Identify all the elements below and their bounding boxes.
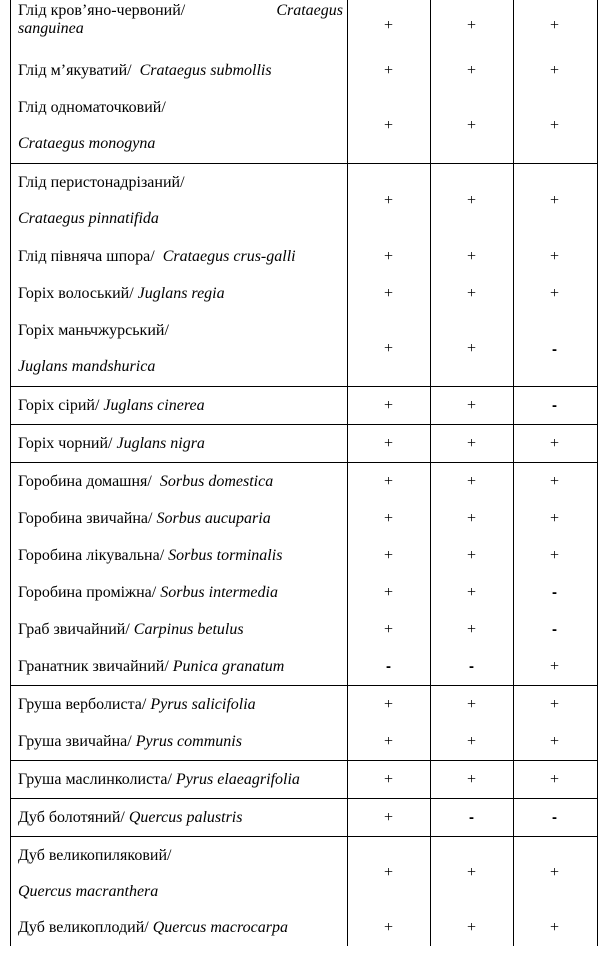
presence-mark: + <box>466 472 477 490</box>
table-row <box>10 574 598 611</box>
presence-mark: + <box>383 61 394 79</box>
row-group <box>10 463 598 686</box>
presence-mark: + <box>383 117 394 134</box>
common-name: Глід півняча шпора/ <box>18 247 163 265</box>
species-name-cell <box>10 799 347 836</box>
latin-name: Sorbus domestica <box>159 472 274 490</box>
row-group <box>10 761 598 799</box>
presence-mark: + <box>466 770 477 788</box>
species-name-cell <box>10 312 347 386</box>
presence-mark: + <box>383 620 394 638</box>
species-name-cell <box>10 648 347 685</box>
common-name: Гранатник звичайний/ <box>18 657 173 675</box>
species-name-cell <box>10 463 347 500</box>
table-row <box>10 723 598 760</box>
presence-mark: + <box>383 396 394 414</box>
common-name: Горіх маньчжурський/ <box>18 322 169 339</box>
absence-mark: - <box>552 809 557 826</box>
presence-mark: + <box>549 17 560 34</box>
presence-mark: + <box>466 509 477 527</box>
row-group <box>10 686 598 761</box>
presence-mark: + <box>383 340 394 357</box>
presence-mark: + <box>383 808 394 826</box>
presence-mark: + <box>466 620 477 638</box>
latin-name: Quercus palustris <box>128 808 243 826</box>
table-row <box>10 164 598 238</box>
row-group <box>10 387 598 425</box>
presence-mark: + <box>549 284 560 302</box>
presence-mark: + <box>383 918 394 936</box>
table-row <box>10 238 598 275</box>
table-row <box>10 425 598 462</box>
presence-mark: + <box>466 192 477 209</box>
presence-mark: + <box>383 583 394 601</box>
presence-mark: + <box>466 61 477 79</box>
row-group <box>10 0 598 164</box>
common-name: Глід кров’яно-червоний/ <box>18 2 186 19</box>
species-name-cell <box>10 52 347 89</box>
common-name: Дуб великоплодий/ <box>18 918 153 936</box>
presence-mark: + <box>466 546 477 564</box>
presence-mark: + <box>466 732 477 750</box>
species-name-cell <box>10 761 347 798</box>
species-name-cell <box>10 387 347 424</box>
presence-mark: + <box>383 17 394 34</box>
species-name-cell <box>10 537 347 574</box>
species-name-cell <box>10 0 347 52</box>
species-name-cell <box>10 909 347 946</box>
table-row <box>10 686 598 723</box>
common-name: Горіх чорний/ <box>18 434 117 452</box>
common-name: Дуб великопиляковий/ <box>18 847 172 864</box>
table-row <box>10 909 598 946</box>
latin-name: Crataegus pinnatifida <box>18 210 159 227</box>
presence-mark: + <box>549 864 560 881</box>
table-row <box>10 500 598 537</box>
table-row <box>10 89 598 163</box>
table-row <box>10 275 598 312</box>
presence-mark: + <box>466 918 477 936</box>
presence-mark: + <box>549 117 560 134</box>
species-name-cell <box>10 425 347 462</box>
table-row <box>10 537 598 574</box>
latin-name: Juglans nigra <box>116 434 205 452</box>
common-name: Глід одноматочковий/ <box>18 99 166 116</box>
species-name-cell <box>10 164 347 238</box>
presence-mark: + <box>383 770 394 788</box>
latin-name-continued: sanguinea <box>18 20 84 37</box>
latin-name: Carpinus betulus <box>133 620 244 638</box>
latin-name: Crataegus crus-galli <box>162 247 296 265</box>
species-name-cell <box>10 574 347 611</box>
presence-mark: + <box>549 247 560 265</box>
presence-mark: + <box>466 284 477 302</box>
presence-mark: + <box>383 472 394 490</box>
presence-mark: + <box>383 546 394 564</box>
common-name: Горобина лікувальна/ <box>18 546 169 564</box>
species-name-cell <box>10 238 347 275</box>
species-name-cell <box>10 89 347 163</box>
latin-name: Sorbus aucuparia <box>156 509 271 527</box>
latin-name: Sorbus torminalis <box>168 546 283 564</box>
latin-name: Quercus macranthera <box>18 883 159 900</box>
row-group <box>10 799 598 837</box>
species-table <box>10 0 598 946</box>
presence-mark: + <box>466 247 477 265</box>
row-group <box>10 837 598 946</box>
table-row <box>10 611 598 648</box>
presence-mark: + <box>383 695 394 713</box>
presence-mark: + <box>549 695 560 713</box>
table-row <box>10 648 598 685</box>
species-name-cell <box>10 275 347 312</box>
common-name: Глід перистонадрізаний/ <box>18 174 185 191</box>
common-name: Горобина звичайна/ <box>18 509 157 527</box>
presence-mark: + <box>549 61 560 79</box>
table-row <box>10 0 598 52</box>
common-name: Груша звичайна/ <box>18 732 136 750</box>
table-row <box>10 52 598 89</box>
latin-name: Punica granatum <box>172 657 285 675</box>
common-name: Граб звичайний/ <box>18 620 134 638</box>
presence-mark: + <box>466 434 477 452</box>
presence-mark: + <box>383 284 394 302</box>
presence-mark: + <box>383 864 394 881</box>
absence-mark: - <box>469 658 474 675</box>
common-name: Дуб болотяний/ <box>18 808 129 826</box>
presence-mark: + <box>549 509 560 527</box>
species-name-cell <box>10 723 347 760</box>
presence-mark: + <box>466 396 477 414</box>
absence-mark: - <box>469 809 474 826</box>
presence-mark: + <box>383 509 394 527</box>
presence-mark: + <box>549 657 560 675</box>
absence-mark: - <box>386 658 391 675</box>
latin-name: Sorbus intermedia <box>160 583 278 601</box>
presence-mark: + <box>383 192 394 209</box>
presence-mark: + <box>383 732 394 750</box>
latin-name: Juglans mandshurica <box>18 358 156 375</box>
species-name-cell <box>10 686 347 723</box>
presence-mark: + <box>466 583 477 601</box>
table-row <box>10 463 598 500</box>
presence-mark: + <box>549 732 560 750</box>
row-group <box>10 425 598 463</box>
presence-mark: + <box>466 17 477 34</box>
absence-mark: - <box>552 397 557 414</box>
absence-mark: - <box>552 584 557 601</box>
absence-mark: - <box>552 340 557 358</box>
species-name-cell <box>10 837 347 909</box>
common-name: Глід м’якуватий/ <box>18 61 140 79</box>
latin-name: Pyrus salicifolia <box>150 695 256 713</box>
row-group <box>10 164 598 387</box>
table-row <box>10 312 598 386</box>
latin-name: Crataegus <box>276 2 343 19</box>
presence-mark: + <box>549 770 560 788</box>
latin-name: Crataegus submollis <box>139 61 272 79</box>
common-name: Груша маслинколиста/ <box>18 770 176 788</box>
latin-name: Pyrus communis <box>135 732 242 750</box>
table-row <box>10 387 598 424</box>
table-row <box>10 799 598 836</box>
common-name: Груша верболиста/ <box>18 695 151 713</box>
common-name: Горіх волоський/ <box>18 284 138 302</box>
absence-mark: - <box>552 621 557 638</box>
presence-mark: + <box>466 864 477 881</box>
common-name: Горобина проміжна/ <box>18 583 161 601</box>
latin-name: Quercus macrocarpa <box>152 918 288 936</box>
presence-mark: + <box>466 340 477 357</box>
table-row <box>10 761 598 798</box>
presence-mark: + <box>549 472 560 490</box>
latin-name: Juglans cinerea <box>103 396 205 414</box>
presence-mark: + <box>549 918 560 936</box>
presence-mark: + <box>549 546 560 564</box>
presence-mark: + <box>549 434 560 452</box>
presence-mark: + <box>466 695 477 713</box>
latin-name: Pyrus elaeagrifolia <box>175 770 300 788</box>
table-row <box>10 837 598 909</box>
species-name-cell <box>10 611 347 648</box>
presence-mark: + <box>383 434 394 452</box>
presence-mark: + <box>549 192 560 209</box>
common-name: Горобина домашня/ <box>18 472 160 490</box>
species-name-cell <box>10 500 347 537</box>
presence-mark: + <box>383 247 394 265</box>
latin-name: Juglans regia <box>137 284 225 302</box>
presence-mark: + <box>466 117 477 134</box>
common-name: Горіх сірий/ <box>18 396 104 414</box>
latin-name: Crataegus monogyna <box>18 135 156 152</box>
